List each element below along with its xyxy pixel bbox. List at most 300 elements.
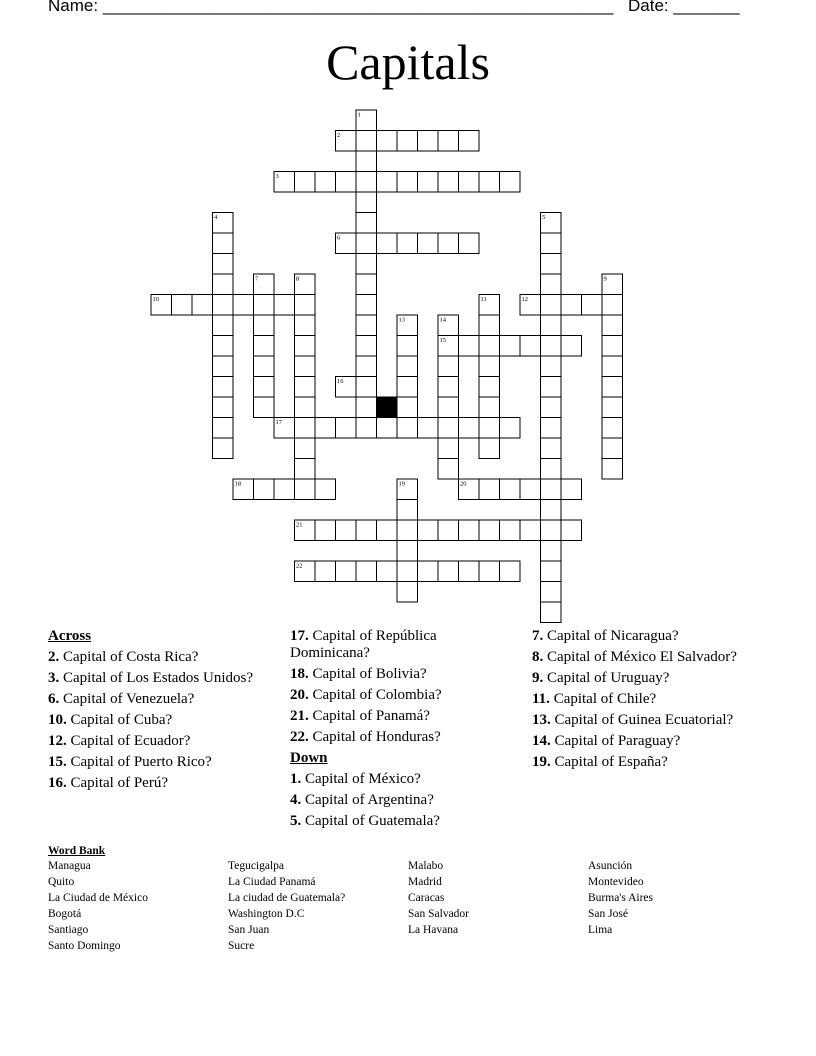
clue-number-label: 3 bbox=[275, 173, 279, 180]
clue-text: Capital of Los Estados Unidos? bbox=[59, 670, 253, 686]
clue-item bbox=[532, 628, 762, 645]
grid-cell[interactable] bbox=[541, 315, 562, 336]
word-bank-item: Burma's Aires bbox=[588, 892, 653, 904]
grid-cell[interactable] bbox=[438, 418, 459, 439]
grid-cell[interactable] bbox=[295, 336, 316, 357]
grid-cell[interactable] bbox=[356, 192, 377, 213]
grid-cell[interactable] bbox=[254, 295, 275, 316]
clue-number-label: 13 bbox=[398, 316, 405, 324]
clue-item bbox=[48, 754, 278, 771]
grid-cell[interactable] bbox=[479, 295, 500, 316]
clue-number: 4. bbox=[290, 792, 302, 808]
down-clue-list bbox=[290, 771, 520, 830]
clue-number: 17. bbox=[290, 628, 309, 644]
grid-cell[interactable] bbox=[356, 315, 377, 336]
grid-cell[interactable] bbox=[151, 295, 172, 316]
grid-cell[interactable] bbox=[418, 233, 439, 254]
clue-item bbox=[532, 733, 762, 750]
word-bank-item: Malabo bbox=[408, 860, 444, 872]
grid-cell[interactable] bbox=[377, 131, 398, 152]
grid-cell[interactable] bbox=[213, 397, 234, 418]
grid-cell[interactable] bbox=[254, 336, 275, 357]
grid-cell[interactable] bbox=[213, 274, 234, 295]
grid-cell[interactable] bbox=[377, 561, 398, 582]
grid-cell[interactable] bbox=[356, 131, 377, 152]
clue-number-label: 8 bbox=[296, 275, 300, 283]
grid-cell[interactable] bbox=[397, 377, 418, 398]
clue-text: Capital of Ecuador? bbox=[66, 733, 191, 749]
grid-cell[interactable] bbox=[397, 418, 418, 439]
grid-cell[interactable] bbox=[274, 418, 295, 439]
grid-cell[interactable] bbox=[254, 397, 275, 418]
grid-cell[interactable] bbox=[295, 438, 316, 459]
grid-cell[interactable] bbox=[397, 336, 418, 357]
clue-item bbox=[290, 666, 520, 683]
grid-cell[interactable] bbox=[295, 356, 316, 377]
grid-cell[interactable] bbox=[397, 233, 418, 254]
word-bank-item: Caracas bbox=[408, 892, 445, 904]
grid-cell[interactable] bbox=[192, 295, 213, 316]
grid-cell[interactable] bbox=[356, 233, 377, 254]
grid-cell[interactable] bbox=[397, 582, 418, 603]
grid-cell[interactable] bbox=[274, 479, 295, 500]
clue-item bbox=[290, 708, 520, 725]
word-bank-column bbox=[588, 858, 768, 954]
grid-cell[interactable] bbox=[356, 295, 377, 316]
grid-cell[interactable] bbox=[541, 274, 562, 295]
word-bank-item: San Juan bbox=[228, 924, 270, 936]
clue-number: 10. bbox=[48, 712, 67, 728]
clue-text: Capital of Honduras? bbox=[308, 729, 441, 745]
name-field[interactable]: Name: ______________________________________________________ bbox=[48, 0, 614, 15]
grid-cell[interactable] bbox=[438, 315, 459, 336]
grid-cell[interactable] bbox=[541, 602, 562, 623]
grid-cell[interactable] bbox=[561, 295, 582, 316]
grid-cell[interactable] bbox=[295, 397, 316, 418]
clue-number-label: 19 bbox=[398, 480, 405, 488]
across-clue-list-continued bbox=[290, 628, 520, 746]
grid-cell[interactable] bbox=[500, 336, 521, 357]
grid-cell[interactable] bbox=[541, 295, 562, 316]
grid-cell[interactable] bbox=[397, 131, 418, 152]
grid-cell[interactable] bbox=[397, 541, 418, 562]
grid-cell[interactable] bbox=[561, 479, 582, 500]
grid-cell[interactable] bbox=[397, 500, 418, 521]
grid-cell[interactable] bbox=[479, 172, 500, 193]
grid-cell[interactable] bbox=[295, 274, 316, 295]
grid-cell[interactable] bbox=[274, 295, 295, 316]
clue-text: Capital of Perú? bbox=[66, 775, 168, 791]
word-bank-item: Madrid bbox=[408, 876, 442, 888]
grid-cell[interactable] bbox=[438, 131, 459, 152]
grid-cell[interactable] bbox=[479, 356, 500, 377]
grid-cell[interactable] bbox=[438, 397, 459, 418]
grid-cell[interactable] bbox=[602, 295, 623, 316]
word-bank-item: San José bbox=[588, 908, 628, 920]
word-bank-item: Santo Domingo bbox=[48, 940, 121, 952]
grid-cell[interactable] bbox=[541, 213, 562, 234]
grid-cell[interactable] bbox=[561, 520, 582, 541]
clue-item bbox=[290, 729, 520, 746]
grid-cell[interactable] bbox=[254, 315, 275, 336]
grid-cell[interactable] bbox=[295, 377, 316, 398]
word-bank-item: Sucre bbox=[228, 940, 255, 952]
clue-number-label: 17 bbox=[275, 419, 282, 426]
clue-number-label: 14 bbox=[439, 316, 446, 324]
grid-cell[interactable] bbox=[602, 418, 623, 439]
grid-cell[interactable] bbox=[356, 336, 377, 357]
clue-number: 6. bbox=[48, 691, 60, 707]
grid-cell[interactable] bbox=[213, 315, 234, 336]
grid-cell[interactable] bbox=[295, 172, 316, 193]
grid-cell[interactable] bbox=[295, 459, 316, 480]
header bbox=[48, 0, 740, 16]
grid-cell[interactable] bbox=[479, 336, 500, 357]
grid-cell[interactable] bbox=[336, 418, 357, 439]
grid-cell[interactable] bbox=[336, 520, 357, 541]
clue-text: Capital of República Dominicana? bbox=[290, 628, 437, 661]
clue-number-label: 6 bbox=[337, 234, 341, 242]
grid-cell[interactable] bbox=[438, 336, 459, 357]
grid-cell[interactable] bbox=[356, 561, 377, 582]
grid-cell[interactable] bbox=[397, 397, 418, 418]
grid-cell[interactable] bbox=[295, 520, 316, 541]
grid-cell[interactable] bbox=[213, 438, 234, 459]
grid-cell[interactable] bbox=[213, 336, 234, 357]
grid-cell[interactable] bbox=[315, 418, 336, 439]
grid-cell[interactable] bbox=[602, 274, 623, 295]
clue-text: Capital of Guatemala? bbox=[301, 813, 440, 829]
grid-cell[interactable] bbox=[233, 295, 254, 316]
clues-column-2 bbox=[290, 628, 520, 834]
clue-number-label: 4 bbox=[214, 214, 218, 221]
clue-text: Capital of Nicaragua? bbox=[543, 628, 679, 644]
grid-cell[interactable] bbox=[459, 520, 480, 541]
grid-cell[interactable] bbox=[500, 479, 521, 500]
grid-cell[interactable] bbox=[315, 479, 336, 500]
grid-cell[interactable] bbox=[254, 274, 275, 295]
grid-cell[interactable] bbox=[520, 520, 541, 541]
grid-cell[interactable] bbox=[356, 418, 377, 439]
clue-number: 8. bbox=[532, 649, 544, 665]
grid-cell[interactable] bbox=[438, 438, 459, 459]
grid-cell[interactable] bbox=[315, 561, 336, 582]
word-bank-item: Washington D.C bbox=[228, 908, 305, 920]
grid-cell[interactable] bbox=[602, 459, 623, 480]
clue-item bbox=[532, 670, 762, 687]
grid-cell[interactable] bbox=[356, 377, 377, 398]
grid-cell[interactable] bbox=[602, 315, 623, 336]
clue-number-label: 21 bbox=[296, 521, 303, 529]
grid-cell[interactable] bbox=[295, 315, 316, 336]
clue-text: Capital of México? bbox=[301, 771, 421, 787]
clue-number-label: 5 bbox=[542, 214, 546, 221]
grid-cell[interactable] bbox=[520, 295, 541, 316]
clue-text: Capital of Costa Rica? bbox=[59, 649, 199, 665]
grid-cell[interactable] bbox=[397, 561, 418, 582]
grid-cell[interactable] bbox=[213, 295, 234, 316]
grid-cell[interactable] bbox=[500, 172, 521, 193]
grid-cell[interactable] bbox=[213, 213, 234, 234]
grid-cell[interactable] bbox=[541, 254, 562, 275]
grid-cell[interactable] bbox=[418, 418, 439, 439]
word-bank-item: Asunción bbox=[588, 860, 633, 872]
grid-cell[interactable] bbox=[295, 479, 316, 500]
grid-cell[interactable] bbox=[418, 172, 439, 193]
grid-cell[interactable] bbox=[479, 520, 500, 541]
grid-cell[interactable] bbox=[295, 561, 316, 582]
grid-cell[interactable] bbox=[541, 397, 562, 418]
grid-cell[interactable] bbox=[479, 561, 500, 582]
clue-number: 15. bbox=[48, 754, 67, 770]
word-bank-item: Tegucigalpa bbox=[228, 860, 285, 872]
grid-cell[interactable] bbox=[500, 418, 521, 439]
grid-cell[interactable] bbox=[418, 131, 439, 152]
grid-cell[interactable] bbox=[356, 172, 377, 193]
grid-cell[interactable] bbox=[602, 438, 623, 459]
word-bank-item: Managua bbox=[48, 860, 91, 872]
grid-cell[interactable] bbox=[541, 582, 562, 603]
word-bank-item: La ciudad de Guatemala? bbox=[228, 892, 346, 904]
grid-cell[interactable] bbox=[438, 356, 459, 377]
grid-cell[interactable] bbox=[356, 254, 377, 275]
down-heading: Down bbox=[290, 750, 328, 766]
grid-cell[interactable] bbox=[356, 213, 377, 234]
clue-text: Capital of Panamá? bbox=[308, 708, 430, 724]
clue-item bbox=[290, 813, 520, 830]
grid-cell[interactable] bbox=[479, 479, 500, 500]
word-bank-column bbox=[408, 858, 588, 954]
grid-cell[interactable] bbox=[602, 356, 623, 377]
grid-cell[interactable] bbox=[377, 233, 398, 254]
clue-number: 19. bbox=[532, 754, 551, 770]
grid-cell[interactable] bbox=[397, 356, 418, 377]
word-bank-title: Word Bank bbox=[48, 845, 106, 857]
grid-cell[interactable] bbox=[418, 520, 439, 541]
clue-number-label: 20 bbox=[460, 480, 467, 488]
word-bank-item: La Ciudad Panamá bbox=[228, 876, 316, 888]
grid-cell[interactable] bbox=[336, 172, 357, 193]
clue-item bbox=[290, 628, 520, 662]
clue-text: Capital of Bolivia? bbox=[308, 666, 427, 682]
clue-item bbox=[532, 754, 762, 771]
grid-cell[interactable] bbox=[336, 233, 357, 254]
grid-cell[interactable] bbox=[479, 315, 500, 336]
grid-cell[interactable] bbox=[233, 479, 254, 500]
grid-cell[interactable] bbox=[254, 479, 275, 500]
clue-text: Capital of Paraguay? bbox=[550, 733, 681, 749]
grid-cell[interactable] bbox=[520, 479, 541, 500]
grid-cell[interactable] bbox=[479, 438, 500, 459]
grid-cell[interactable] bbox=[438, 459, 459, 480]
grid-cell[interactable] bbox=[459, 131, 480, 152]
grid-cell[interactable] bbox=[459, 479, 480, 500]
grid-cell[interactable] bbox=[295, 418, 316, 439]
clue-item bbox=[532, 691, 762, 708]
grid-cell[interactable] bbox=[602, 336, 623, 357]
clue-item bbox=[290, 771, 520, 788]
clue-number: 22. bbox=[290, 729, 309, 745]
clue-text: Capital of Uruguay? bbox=[543, 670, 670, 686]
clue-text: Capital of Colombia? bbox=[308, 687, 442, 703]
grid-cell[interactable] bbox=[397, 479, 418, 500]
clue-item bbox=[48, 691, 278, 708]
grid-cell[interactable] bbox=[295, 295, 316, 316]
word-bank-item: Santiago bbox=[48, 924, 89, 936]
clue-number-label: 15 bbox=[439, 337, 446, 344]
grid-cell[interactable] bbox=[541, 520, 562, 541]
clue-number-label: 16 bbox=[337, 378, 344, 385]
grid-cell[interactable] bbox=[479, 418, 500, 439]
clue-item bbox=[48, 649, 278, 666]
clue-item bbox=[48, 775, 278, 792]
grid-cell[interactable] bbox=[541, 500, 562, 521]
clue-item bbox=[290, 792, 520, 809]
grid-cell[interactable] bbox=[459, 233, 480, 254]
grid-cell[interactable] bbox=[274, 172, 295, 193]
grid-cell[interactable] bbox=[500, 561, 521, 582]
clue-number: 20. bbox=[290, 687, 309, 703]
clue-number: 21. bbox=[290, 708, 309, 724]
grid-cell[interactable] bbox=[541, 541, 562, 562]
clue-item bbox=[290, 687, 520, 704]
grid-cell[interactable] bbox=[377, 520, 398, 541]
down-clue-list-continued bbox=[532, 628, 762, 771]
grid-cell[interactable] bbox=[459, 561, 480, 582]
grid-cell[interactable] bbox=[602, 397, 623, 418]
grid-cell[interactable] bbox=[541, 356, 562, 377]
word-bank-item: Quito bbox=[48, 876, 75, 888]
clue-item bbox=[48, 733, 278, 750]
clue-item bbox=[48, 670, 278, 687]
page-title: Capitals bbox=[326, 34, 490, 90]
grid-cell[interactable] bbox=[561, 336, 582, 357]
clue-number-label: 22 bbox=[296, 562, 303, 570]
clue-item bbox=[532, 649, 762, 666]
grid-cell[interactable] bbox=[315, 520, 336, 541]
grid-cell[interactable] bbox=[500, 520, 521, 541]
grid-cell[interactable] bbox=[438, 233, 459, 254]
grid-cell[interactable] bbox=[438, 172, 459, 193]
grid-cell[interactable] bbox=[336, 377, 357, 398]
grid-cell[interactable] bbox=[213, 377, 234, 398]
grid-cell[interactable] bbox=[479, 377, 500, 398]
grid-cell[interactable] bbox=[459, 336, 480, 357]
clue-text: Capital of México El Salvador? bbox=[543, 649, 737, 665]
clue-number-label: 11 bbox=[480, 296, 487, 303]
grid-cell[interactable] bbox=[213, 356, 234, 377]
grid-cell[interactable] bbox=[541, 438, 562, 459]
clue-number: 12. bbox=[48, 733, 67, 749]
grid-cell[interactable] bbox=[356, 520, 377, 541]
clue-number-label: 1 bbox=[357, 111, 361, 119]
clue-number-label: 10 bbox=[152, 296, 159, 303]
grid-cell[interactable] bbox=[356, 274, 377, 295]
grid-cell[interactable] bbox=[541, 561, 562, 582]
date-field[interactable]: Date: _______ bbox=[628, 0, 740, 15]
grid-cell[interactable] bbox=[356, 110, 377, 131]
word-bank-item: Montevideo bbox=[588, 876, 644, 888]
clue-number-label: 12 bbox=[521, 296, 528, 303]
grid-cell[interactable] bbox=[213, 254, 234, 275]
word-bank-item: Bogotá bbox=[48, 908, 82, 920]
grid-cell[interactable] bbox=[459, 418, 480, 439]
grid-cell[interactable] bbox=[397, 172, 418, 193]
word-bank-column bbox=[228, 858, 408, 954]
clue-number-label: 9 bbox=[603, 275, 607, 283]
grid-cell[interactable] bbox=[541, 336, 562, 357]
grid-cell[interactable] bbox=[336, 561, 357, 582]
clue-text: Capital of Cuba? bbox=[66, 712, 173, 728]
clue-number: 3. bbox=[48, 670, 60, 686]
clue-number: 18. bbox=[290, 666, 309, 682]
clue-text: Capital of Guinea Ecuatorial? bbox=[550, 712, 734, 728]
clue-text: Capital of Argentina? bbox=[301, 792, 434, 808]
clue-item bbox=[48, 712, 278, 729]
grid-cell-black bbox=[377, 397, 398, 418]
clue-number-label: 2 bbox=[337, 132, 341, 139]
clues-column-3 bbox=[532, 628, 762, 775]
grid-cell[interactable] bbox=[438, 377, 459, 398]
clue-text: Capital of Puerto Rico? bbox=[66, 754, 212, 770]
grid-cell[interactable] bbox=[315, 172, 336, 193]
grid-cell[interactable] bbox=[172, 295, 193, 316]
clue-number: 11. bbox=[532, 691, 550, 707]
grid-cell[interactable] bbox=[541, 233, 562, 254]
grid-cell[interactable] bbox=[356, 356, 377, 377]
clue-item bbox=[532, 712, 762, 729]
across-clue-list bbox=[48, 649, 278, 792]
grid-cell[interactable] bbox=[254, 356, 275, 377]
word-bank-item: Lima bbox=[588, 924, 613, 936]
word-bank-column bbox=[48, 858, 228, 954]
clues-column-1 bbox=[48, 628, 278, 796]
grid-cell[interactable] bbox=[213, 233, 234, 254]
grid-cell[interactable] bbox=[397, 520, 418, 541]
grid-cell[interactable] bbox=[541, 479, 562, 500]
grid-cell[interactable] bbox=[397, 315, 418, 336]
clue-number: 1. bbox=[290, 771, 302, 787]
grid-cell[interactable] bbox=[541, 459, 562, 480]
clue-text: Capital of Chile? bbox=[549, 691, 657, 707]
across-heading: Across bbox=[48, 628, 92, 644]
clue-number-label: 18 bbox=[234, 480, 241, 488]
word-bank bbox=[48, 845, 768, 954]
grid-cell[interactable] bbox=[377, 172, 398, 193]
grid-cell[interactable] bbox=[520, 336, 541, 357]
word-bank-item: La Ciudad de México bbox=[48, 892, 148, 904]
grid-cell[interactable] bbox=[459, 172, 480, 193]
grid-cell[interactable] bbox=[438, 561, 459, 582]
grid-cell[interactable] bbox=[254, 377, 275, 398]
grid-cell[interactable] bbox=[438, 520, 459, 541]
grid-cell[interactable] bbox=[479, 397, 500, 418]
grid-cell[interactable] bbox=[418, 561, 439, 582]
grid-cell[interactable] bbox=[213, 418, 234, 439]
clue-number-label: 7 bbox=[255, 275, 259, 283]
grid-cell[interactable] bbox=[541, 377, 562, 398]
grid-cell[interactable] bbox=[377, 418, 398, 439]
grid-cell[interactable] bbox=[541, 418, 562, 439]
clue-number: 9. bbox=[532, 670, 544, 686]
grid-cell[interactable] bbox=[356, 151, 377, 172]
clue-number: 7. bbox=[532, 628, 544, 644]
grid-cell[interactable] bbox=[602, 377, 623, 398]
grid-cell[interactable] bbox=[356, 397, 377, 418]
grid-cell[interactable] bbox=[582, 295, 603, 316]
grid-cell[interactable] bbox=[336, 131, 357, 152]
clue-number: 2. bbox=[48, 649, 60, 665]
